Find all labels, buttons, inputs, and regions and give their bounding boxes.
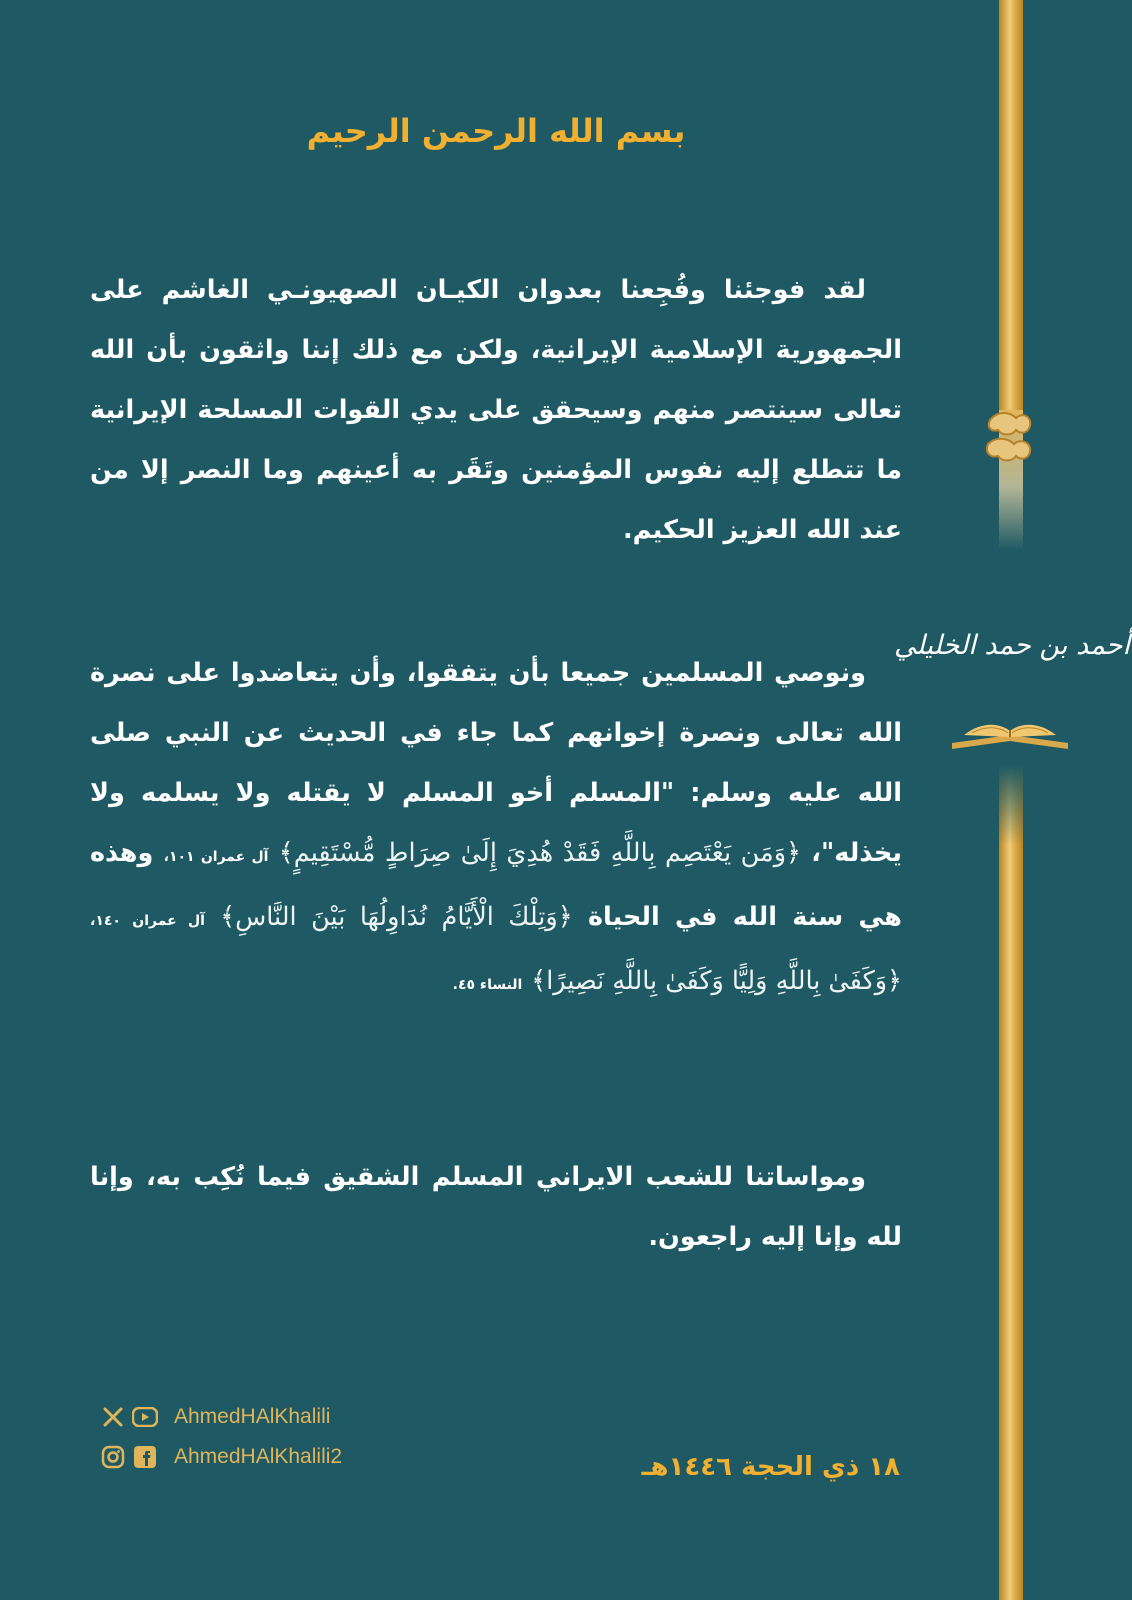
paragraph-2 (90, 643, 902, 1015)
x-icon[interactable] (100, 1404, 126, 1430)
ornament-close: ﴾ (220, 902, 236, 932)
paragraph-1-text: لقد فوجئنا وفُجِعنا بعدوان الكيـان الصهيونـي الغاشم على الجمهورية الإسلامية الإيرانية، ولكن مع ذلك إننا واثقون بأن الله تعالى سينتصر منهم وسيحقق على يدي القوات المسلحة الإيرانية ما تتطلع إليه نفوس المؤمنين وتَقَر به أعينهم وما النصر إلا من عند الله العزيز الحكيم. (90, 275, 902, 545)
signature: أحمد بن حمد الخليلي (894, 630, 1130, 661)
youtube-icon[interactable] (132, 1404, 158, 1430)
social-handle[interactable]: AhmedHAlKhalili2 (174, 1445, 343, 1468)
open-book-icon (948, 705, 1072, 755)
ornament-close: ﴾ (531, 966, 547, 996)
basmala-heading: بسم الله الرحمن الرحيم (306, 112, 686, 150)
ornament-open: ﴿ (557, 902, 573, 932)
hands-grip-icon (980, 400, 1040, 480)
verse-1-reference: آل عمران ١٠١، (163, 849, 269, 865)
social-links (100, 1400, 400, 1490)
gold-bar-top (999, 0, 1023, 410)
paragraph-1 (90, 260, 902, 560)
gold-bar-bottom (999, 765, 1023, 1600)
hijri-date: ١٨ ذي الحجة ١٤٤٦هـ (641, 1452, 900, 1482)
sunnah-text: وهذه هي سنة الله في الحياة (90, 838, 902, 932)
social-row-1 (100, 1400, 400, 1434)
verse-3-reference: النساء ٤٥. (452, 977, 523, 993)
paragraph-3-text: ومواساتنا للشعب الايراني المسلم الشقيق فيما نُكِب به، وإنا لله وإنا إليه راجعون. (90, 1162, 902, 1252)
paragraph-3 (90, 1147, 902, 1267)
social-handle[interactable]: AhmedHAlKhalili (174, 1405, 331, 1428)
social-row-2 (100, 1440, 400, 1474)
ornament-close: ﴾ (278, 838, 294, 868)
instagram-icon[interactable] (100, 1444, 126, 1470)
verse-2: وَتِلْكَ الْأَيَّامُ نُدَاوِلُهَا بَيْنَ النَّاسِ (235, 902, 558, 932)
verse-1: وَمَن يَعْتَصِم بِاللَّهِ فَقَدْ هُدِيَ إِلَىٰ صِرَاطٍ مُّسْتَقِيمٍ (293, 838, 787, 868)
hadith-text: ونوصي المسلمين جميعا بأن يتفقوا، وأن يتعاضدوا على نصرة الله تعالى ونصرة إخوانهم كما جاء في الحديث عن النبي صلى الله عليه وسلم: "المسلم أخو المسلم لا يقتله ولا يسلمه ولا يخذله"، (90, 658, 902, 868)
verse-2-reference: آل عمران ١٤٠، (90, 913, 205, 929)
verse-3: وَكَفَىٰ بِاللَّهِ وَلِيًّا وَكَفَىٰ بِاللَّهِ نَصِيرًا (546, 966, 888, 996)
ornament-open: ﴿ (786, 838, 801, 868)
ornament-open: ﴿ (887, 966, 902, 996)
facebook-icon[interactable] (132, 1444, 158, 1470)
